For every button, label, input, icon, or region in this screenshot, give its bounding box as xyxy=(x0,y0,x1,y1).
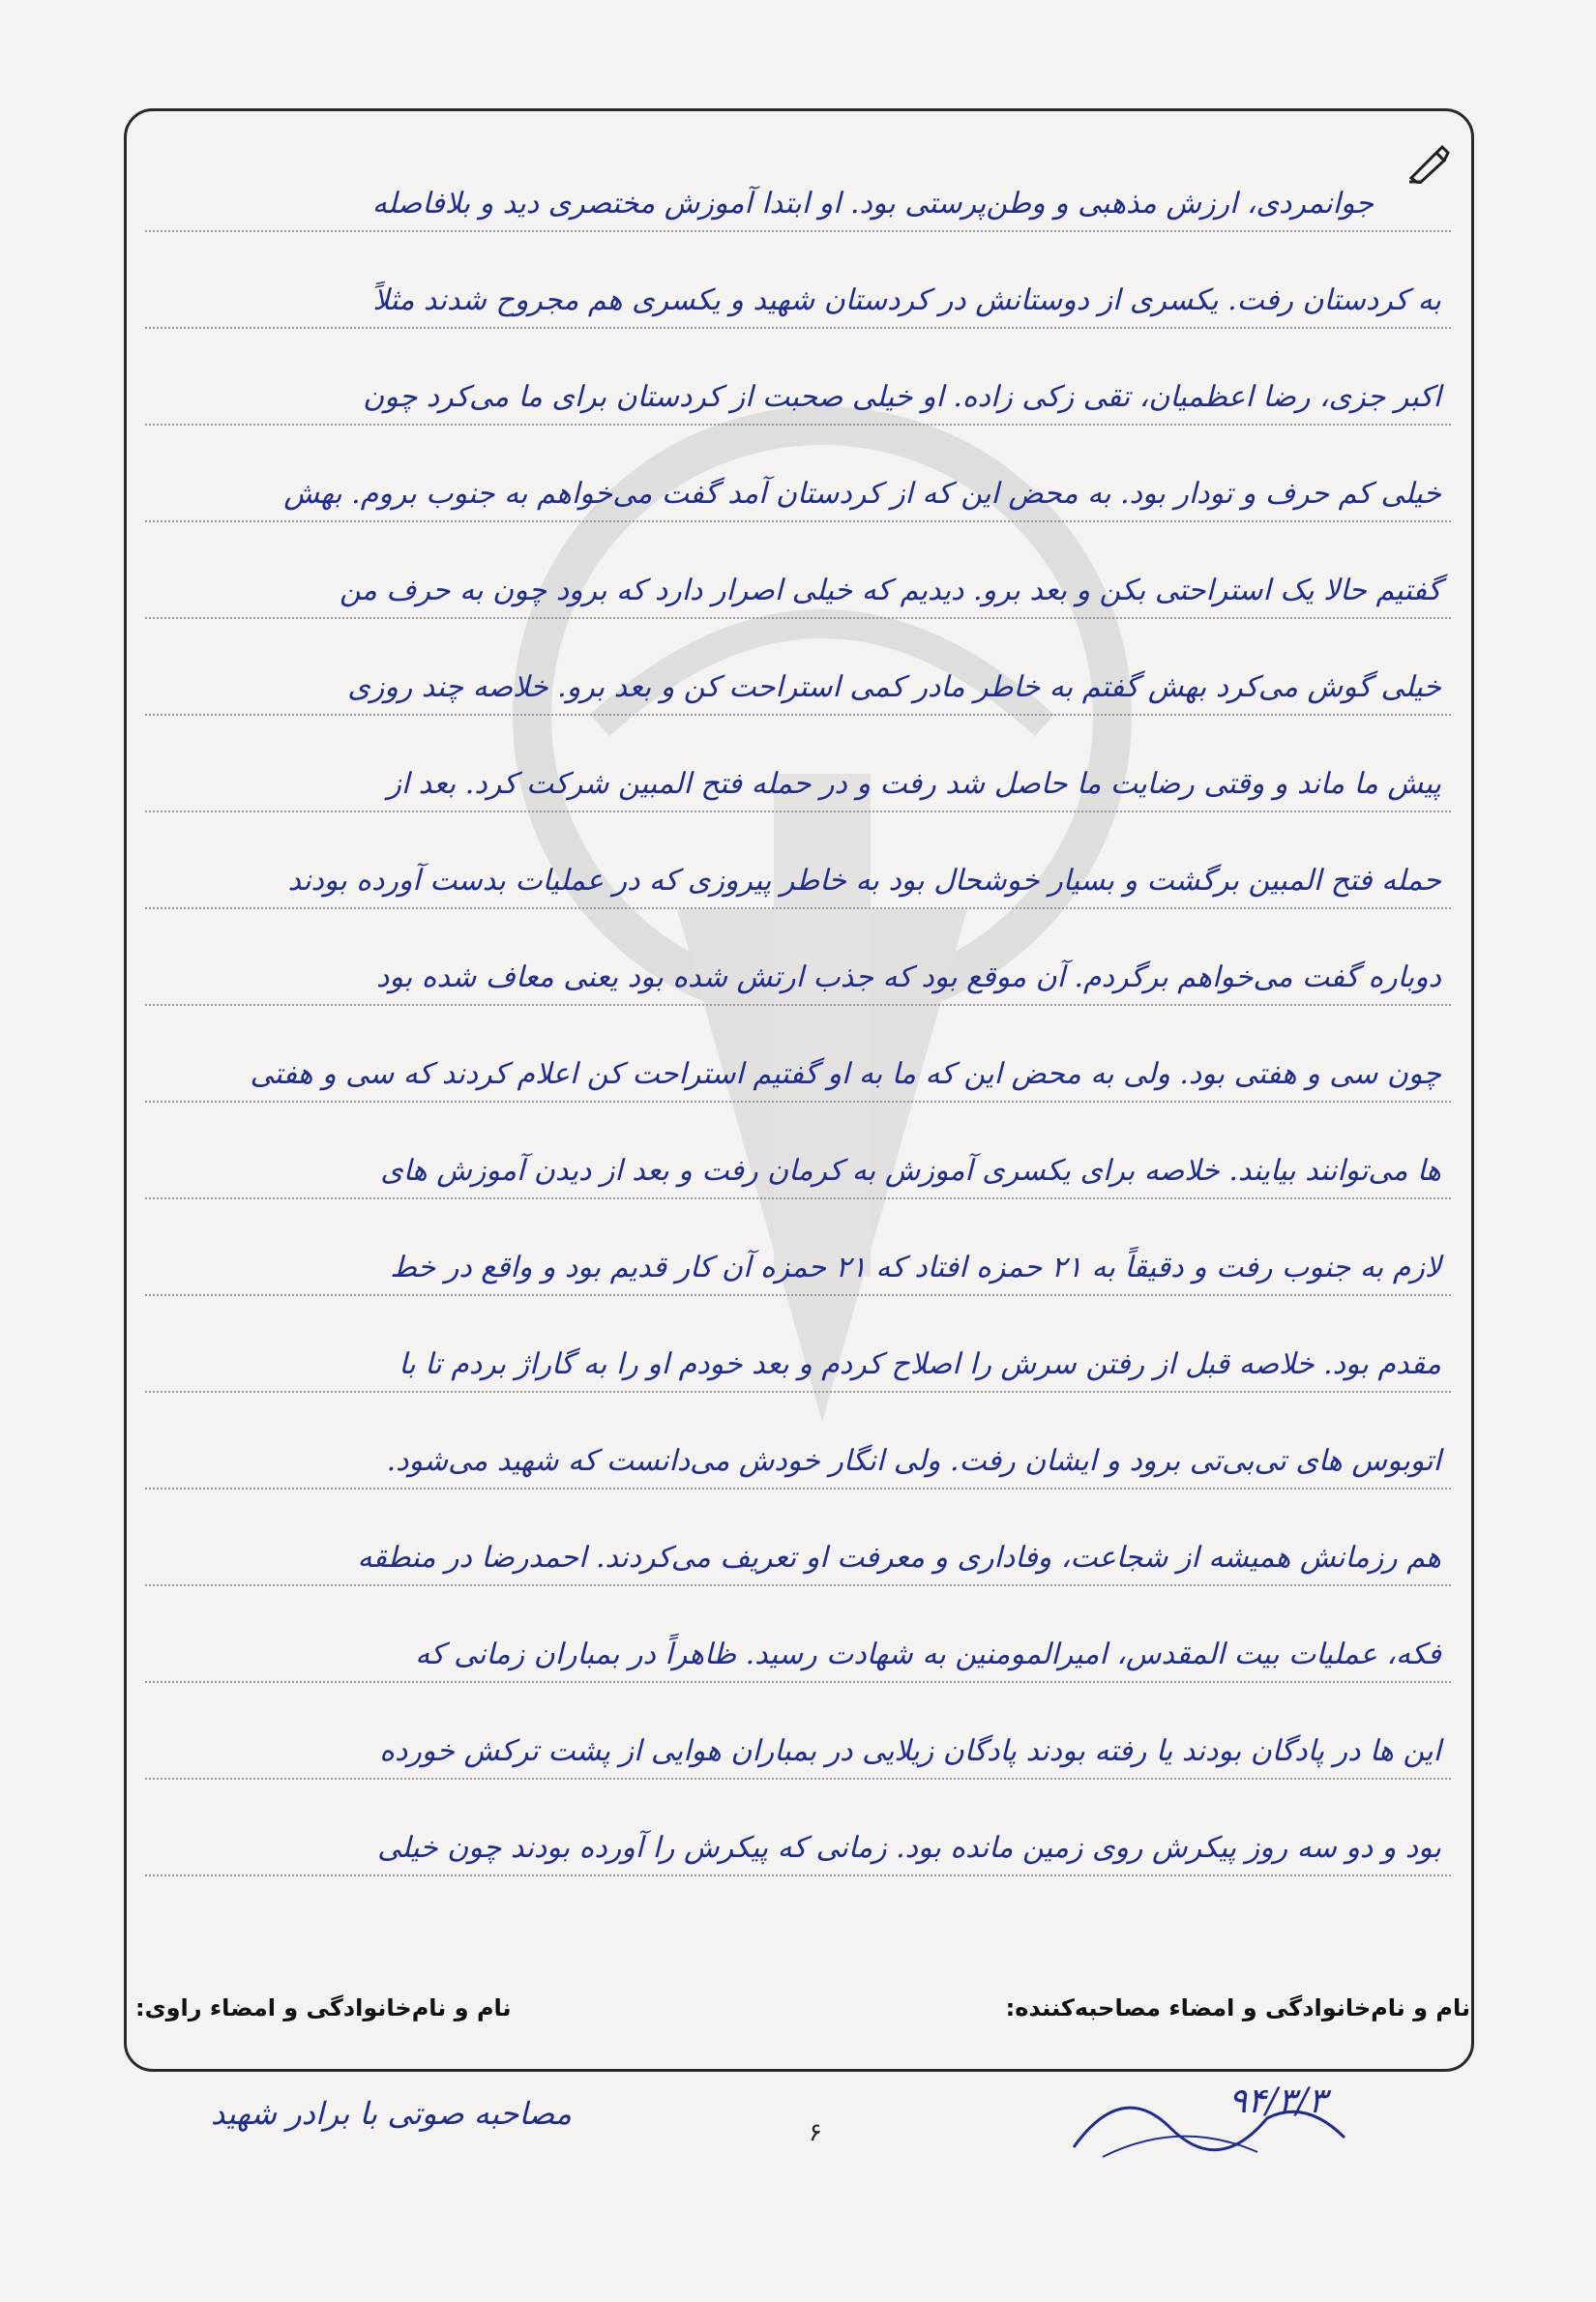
text-line: جوانمردی، ارزش مذهبی و وطن‌پرستی بود. او ابتدا آموزش مختصری دید و بلافاصله xyxy=(145,135,1451,232)
text-line: این ها در پادگان بودند یا رفته بودند پادگان زیلایی در بمباران هوایی از پشت ترکش خورده xyxy=(145,1683,1451,1780)
text-line: بود و دو سه روز پیکرش روی زمین مانده بود. زمانی که پیکرش را آورده بودند چون خیلی xyxy=(145,1780,1451,1876)
text-line: حمله فتح المبین برگشت و بسیار خوشحال بود به خاطر پیروزی که در عملیات بدست آورده بودند xyxy=(145,812,1451,909)
text-line: اکبر جزی، رضا اعظمیان، تقی زکی زاده. او خیلی صحبت از کردستان برای ما می‌کرد چون xyxy=(145,329,1451,426)
text-line: مقدم بود. خلاصه قبل از رفتن سرش را اصلاح کردم و بعد خودم او را به گاراژ بردم تا با xyxy=(145,1296,1451,1393)
narrator-handwritten-note: مصاحبه صوتی با برادر شهید xyxy=(211,2095,573,2132)
text-line: پیش ما ماند و وقتی رضایت ما حاصل شد رفت و در حمله فتح المبین شرکت کرد. بعد از xyxy=(145,716,1451,812)
signature-date: ۹۴/۳/۳ xyxy=(1228,2081,1327,2121)
signature-labels xyxy=(135,1994,1470,2043)
text-line: گفتیم حالا یک استراحتی بکن و بعد برو. دیدیم که خیلی اصرار دارد که برود چون به حرف من xyxy=(145,522,1451,619)
text-line: فکه، عملیات بیت المقدس، امیرالمومنین به شهادت رسید. ظاهراً در بمباران زمانی که xyxy=(145,1586,1451,1683)
text-line: دوباره گفت می‌خواهم برگردم. آن موقع بود که جذب ارتش شده بود یعنی معاف شده بود xyxy=(145,909,1451,1006)
text-line: ها می‌توانند بیایند. خلاصه برای یکسری آموزش به کرمان رفت و بعد از دیدن آموزش های xyxy=(145,1103,1451,1199)
interviewer-signature-label: نام و نام‌خانوادگی و امضاء مصاحبه‌کننده: xyxy=(1005,1994,1470,2022)
page-number: ۶ xyxy=(809,2118,822,2147)
text-line: خیلی کم حرف و تودار بود. به محض این که از کردستان آمد گفت می‌خواهم به جنوب بروم. بهش xyxy=(145,426,1451,522)
text-line: خیلی گوش می‌کرد بهش گفتم به خاطر مادر کمی استراحت کن و بعد برو. خلاصه چند روزی xyxy=(145,619,1451,716)
text-line: هم رزمانش همیشه از شجاعت، وفاداری و معرفت او تعریف می‌کردند. احمدرضا در منطقه xyxy=(145,1490,1451,1586)
text-line: به کردستان رفت. یکسری از دوستانش در کردستان شهید و یکسری هم مجروح شدند مثلاً xyxy=(145,232,1451,329)
handwritten-text-area xyxy=(145,135,1451,1876)
text-line: چون سی و هفتی بود. ولی به محض این که ما به او گفتیم استراحت کن اعلام کردند که سی و هفتی xyxy=(145,1006,1451,1103)
text-line: اتوبوس های تی‌بی‌تی برود و ایشان رفت. ولی انگار خودش می‌دانست که شهید می‌شود. xyxy=(145,1393,1451,1490)
narrator-signature-label: نام و نام‌خانوادگی و امضاء راوی: xyxy=(135,1994,512,2022)
text-line: لازم به جنوب رفت و دقیقاً به ۲۱ حمزه افتاد که ۲۱ حمزه آن کار قدیم بود و واقع در خط xyxy=(145,1199,1451,1296)
